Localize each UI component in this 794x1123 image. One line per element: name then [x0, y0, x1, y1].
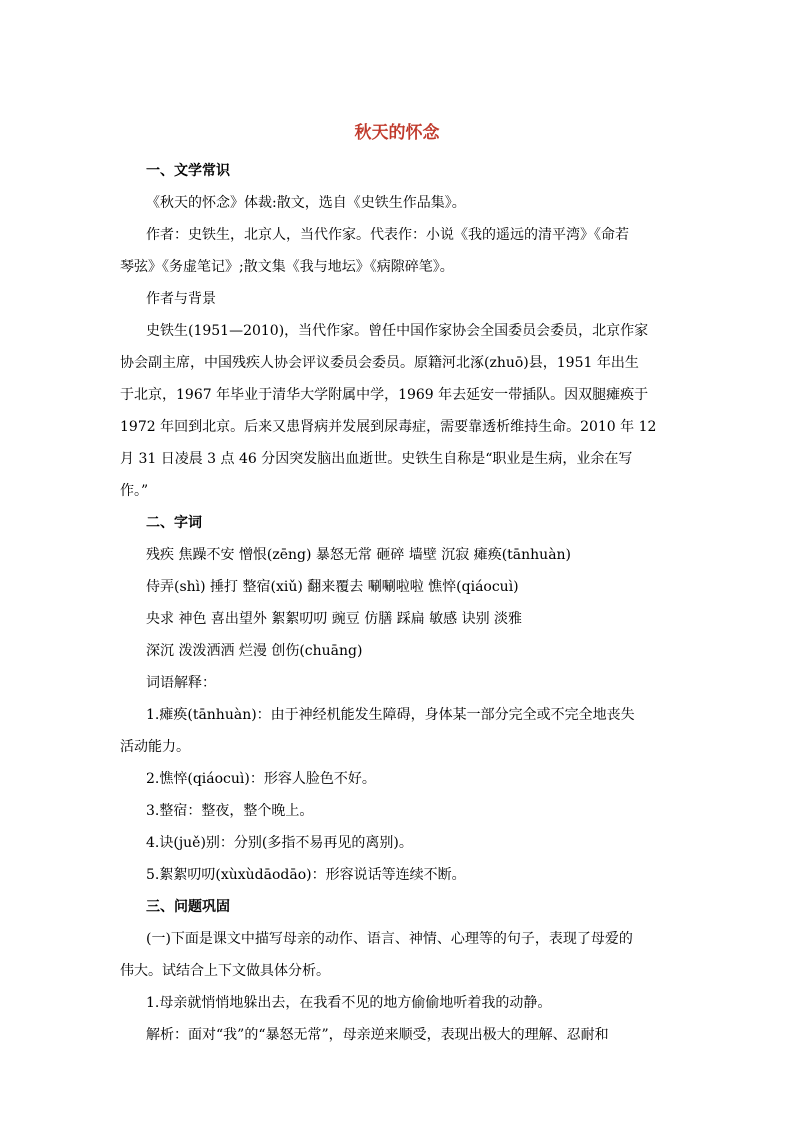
- glossary-item: 2.憔悴(qiáocuì)：形容人脸色不好。: [146, 771, 376, 787]
- section-heading-review: 三、问题巩固: [146, 899, 230, 915]
- vocab-line: 残疾 焦躁不安 憎恨(zēng) 暴怒无常 砸碎 墙壁 沉寂 瘫痪(tānhuàn): [146, 547, 572, 563]
- glossary-heading: 词语解释：: [146, 675, 216, 691]
- page-title: 秋天的怀念: [354, 123, 440, 143]
- question-line-cont: 伟大。试结合上下文做具体分析。: [120, 963, 330, 979]
- genre-line: 《秋天的怀念》体裁:散文，选自《史铁生作品集》。: [146, 195, 466, 211]
- vocab-line: 深沉 泼泼洒洒 烂漫 创伤(chuāng): [146, 643, 363, 659]
- analysis-line: 解析：面对“我”的“暴怒无常”，母亲逆来顺受，表现出极大的理解、忍耐和: [146, 1027, 609, 1043]
- section-heading-vocabulary: 二、字词: [146, 515, 202, 531]
- bio-line: 1972 年回到北京。后来又患肾病并发展到尿毒症，需要靠透析维持生命。2010 年 12: [120, 419, 657, 435]
- author-line: 作者：史铁生，北京人，当代作家。代表作：小说《我的遥远的清平湾》《命若: [146, 227, 629, 243]
- glossary-item: 5.絮絮叨叨(xùxùdāodāo)：形容说话等连续不断。: [146, 867, 466, 883]
- glossary-item: 3.整宿：整夜，整个晚上。: [146, 803, 314, 819]
- author-line-cont: 琴弦》《务虚笔记》;散文集《我与地坛》《病隙碎笔》。: [120, 259, 454, 275]
- glossary-item-cont: 活动能力。: [120, 739, 190, 755]
- bio-line: 史铁生(1951—2010)，当代作家。曾任中国作家协会全国委员会委员，北京作家: [146, 323, 649, 339]
- bio-line: 作。”: [120, 483, 149, 499]
- glossary-item: 4.诀(juě)别：分别(多指不易再见的离别)。: [146, 835, 413, 851]
- bio-line: 协会副主席，中国残疾人协会评议委员会委员。原籍河北涿(zhuō)县，1951 年出生: [120, 355, 639, 371]
- vocab-line: 侍弄(shì) 捶打 整宿(xiǔ) 翻来覆去 唰唰啦啦 憔悴(qiáocuì): [146, 579, 519, 595]
- question-line: (一)下面是课文中描写母亲的动作、语言、神情、心理等的句子，表现了母爱的: [146, 931, 633, 947]
- question-item: 1.母亲就悄悄地躲出去，在我看不见的地方偷偷地听着我的动静。: [146, 995, 552, 1011]
- section-heading-literature: 一、文学常识: [146, 163, 230, 179]
- subheading-background: 作者与背景: [146, 291, 216, 307]
- bio-line: 月 31 日凌晨 3 点 46 分因突发脑出血逝世。史铁生自称是“职业是生病，业余在写: [120, 451, 633, 467]
- vocab-line: 央求 神色 喜出望外 絮絮叨叨 豌豆 仿膳 踩扁 敏感 诀别 淡雅: [146, 611, 523, 627]
- glossary-item: 1.瘫痪(tānhuàn)：由于神经机能发生障碍，身体某一部分完全或不完全地丧失: [146, 707, 635, 723]
- bio-line: 于北京，1967 年毕业于清华大学附属中学，1969 年去延安一带插队。因双腿瘫痪于: [120, 387, 649, 403]
